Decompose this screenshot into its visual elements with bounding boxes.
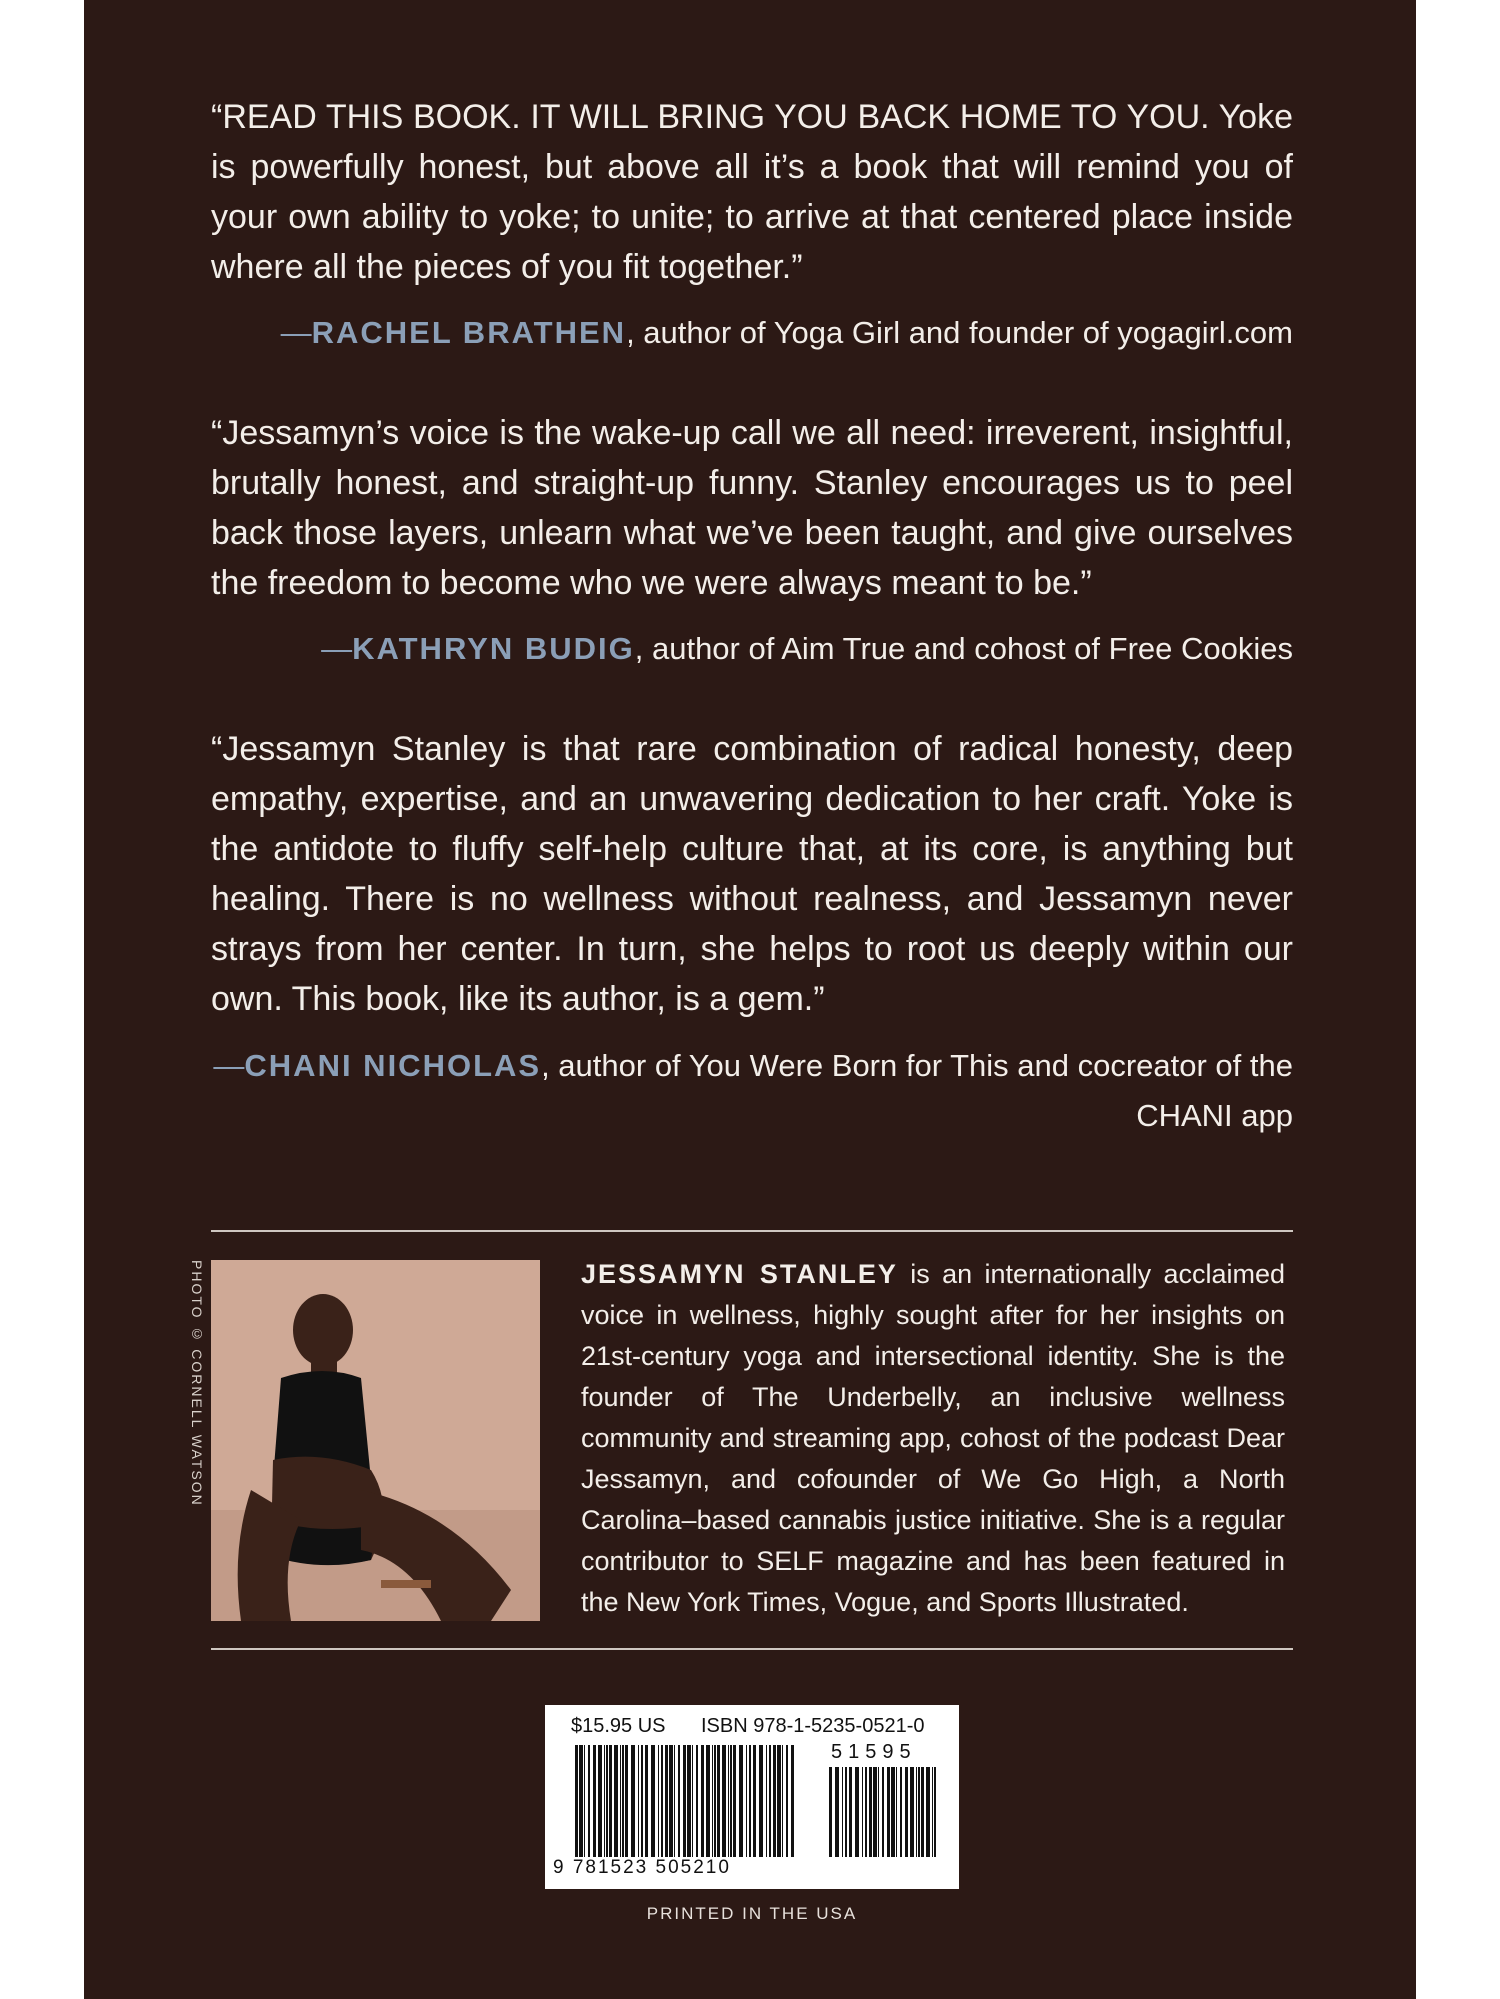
barcode-bar — [645, 1745, 648, 1857]
barcode-bar — [777, 1745, 781, 1857]
barcode-bar — [714, 1745, 716, 1857]
attribution-role: , author of Yoga Girl and founder of yogagirl.com — [626, 315, 1293, 350]
barcode-main-icon — [575, 1745, 797, 1857]
barcode-bar — [620, 1745, 621, 1857]
printed-in-label: PRINTED IN THE USA — [646, 1904, 858, 1923]
barcode-bar — [625, 1745, 628, 1857]
barcode-bar — [855, 1767, 859, 1857]
barcode-box — [545, 1705, 959, 1889]
barcode-bar — [730, 1745, 732, 1857]
barcode-bar — [641, 1745, 643, 1857]
barcode-bar — [862, 1767, 863, 1857]
barcode-bar — [869, 1767, 872, 1857]
attribution-name: CHANI NICHOLAS — [244, 1048, 542, 1083]
barcode-bar — [706, 1745, 710, 1857]
barcode-bar — [651, 1745, 655, 1857]
barcode-bar — [749, 1745, 751, 1857]
barcode-bar — [791, 1745, 794, 1857]
barcode-bar — [579, 1745, 583, 1857]
barcode-bar — [717, 1745, 720, 1857]
attribution-dash: — — [213, 1048, 245, 1083]
barcode-bar — [769, 1745, 771, 1857]
barcode-bar — [712, 1745, 713, 1857]
barcode-bar — [606, 1745, 608, 1857]
barcode-bar — [728, 1745, 729, 1857]
barcode-bar — [638, 1745, 639, 1857]
barcode-bar — [614, 1745, 618, 1857]
barcode-bar — [665, 1745, 668, 1857]
author-bio-name: JESSAMYN STANLEY — [581, 1259, 898, 1289]
barcode-bar — [896, 1767, 897, 1857]
barcode-ean-number: 9 781523 505210 — [553, 1857, 731, 1878]
barcode-bar — [739, 1745, 743, 1857]
divider-bottom — [211, 1648, 1293, 1650]
barcode-bar — [733, 1745, 736, 1857]
barcode-bar — [766, 1745, 767, 1857]
barcode-bar — [865, 1767, 867, 1857]
barcode-bar — [658, 1745, 659, 1857]
quote-3-attribution — [211, 1041, 1293, 1141]
barcode-bar — [669, 1745, 673, 1857]
barcode-bar — [905, 1767, 908, 1857]
attribution-role: , author of Aim True and cohost of Free Cookies — [634, 631, 1293, 666]
quote-2-attribution — [211, 624, 1293, 674]
barcode-bar — [887, 1767, 890, 1857]
barcode-bar — [900, 1767, 902, 1857]
attribution-name: RACHEL BRATHEN — [311, 315, 627, 350]
quote-1-attribution — [211, 308, 1293, 358]
barcode-bar — [934, 1767, 936, 1857]
barcode-bar — [593, 1745, 596, 1857]
barcode-bar — [678, 1745, 680, 1857]
barcode-bar — [918, 1767, 920, 1857]
barcode-addon-number: 51595 — [831, 1741, 917, 1763]
barcode-bar — [674, 1745, 675, 1857]
barcode-bar — [882, 1767, 884, 1857]
quote-3-text: “Jessamyn Stanley is that rare combination of radical honesty, deep empathy, expertise, and an unwavering dedication to her craft. Yoke is the antidote to fluffy self-help culture that, at its core, is anything but healing. There is no wellness without realness, and Jessamyn never strays from her center. In turn, she helps to root us deeply within our own. This book, like its author, is a gem.” — [211, 730, 1293, 1018]
barcode-bar — [849, 1767, 852, 1857]
barcode-bar — [786, 1745, 788, 1857]
barcode-bar — [773, 1745, 776, 1857]
barcode-bar — [891, 1767, 895, 1857]
attribution-dash: — — [280, 315, 312, 350]
barcode-bar — [604, 1745, 605, 1857]
barcode-bar — [926, 1767, 930, 1857]
barcode-bar — [753, 1745, 756, 1857]
barcode-bar — [622, 1745, 624, 1857]
price-label: $15.95 US — [571, 1715, 666, 1737]
author-photo-illustration — [211, 1260, 540, 1621]
barcode-bar — [829, 1767, 832, 1857]
barcode-bar — [921, 1767, 924, 1857]
attribution-name: KATHRYN BUDIG — [352, 631, 635, 666]
barcode-bar — [631, 1745, 635, 1857]
barcode-bar — [701, 1745, 704, 1857]
author-bio — [581, 1254, 1285, 1623]
barcode-bar — [873, 1767, 877, 1857]
author-bio-text: is an internationally acclaimed voice in wellness, highly sought after for her insights on 21st-century yoga and intersectional identity. She is the founder of The Underbelly, an inclusive wellness community and streaming app, cohost of the podcast Dear Jessamyn, and cofounder of We Go High, a North Carolina–based cannabis justice initiative. She is a regular contributor to SELF magazine and has been featured in the New York Times, Vogue, and Sports Illustrated. — [581, 1259, 1285, 1617]
barcode-bar — [598, 1745, 602, 1857]
quote-2-text: “Jessamyn’s voice is the wake-up call we all need: irreverent, insightful, brutally honest, and straight-up funny. Stanley encourages us to peel back those layers, unlearn what we’ve been taught, and give ourselves the freedom to become who we were always meant to be.” — [211, 414, 1293, 602]
barcode-bar — [910, 1767, 914, 1857]
barcode-bar — [722, 1745, 726, 1857]
barcode-bar — [609, 1745, 612, 1857]
barcode-bar — [584, 1745, 585, 1857]
barcode-bar — [759, 1745, 763, 1857]
barcode-bar — [588, 1745, 590, 1857]
barcode-bar — [575, 1745, 578, 1857]
photo-credit: PHOTO © CORNELL WATSON — [189, 1260, 205, 1507]
barcode-bar — [746, 1745, 747, 1857]
barcode-bar — [916, 1767, 917, 1857]
attribution-dash: — — [321, 631, 353, 666]
attribution-role: , author of You Were Born for This and cocreator of the CHANI app — [541, 1048, 1293, 1133]
barcode-bar — [782, 1745, 783, 1857]
barcode-bar — [878, 1767, 879, 1857]
barcode-bar — [692, 1745, 693, 1857]
author-photo — [211, 1260, 540, 1621]
isbn-label: ISBN 978-1-5235-0521-0 — [701, 1715, 925, 1737]
divider-top — [211, 1230, 1293, 1232]
barcode-bar — [661, 1745, 663, 1857]
barcode-bar — [835, 1767, 839, 1857]
barcode-bar — [683, 1745, 686, 1857]
barcode-bar — [842, 1767, 843, 1857]
barcode-bar — [696, 1745, 698, 1857]
barcode-bar — [845, 1767, 847, 1857]
barcode-bar — [932, 1767, 933, 1857]
quote-1-text: “READ THIS BOOK. IT WILL BRING YOU BACK HOME TO YOU. Yoke is powerfully honest, but above all it’s a book that will remind you of your own ability to yoke; to unite; to arrive at that centered place inside where all the pieces of you fit together.” — [211, 98, 1293, 286]
barcode-bar — [687, 1745, 691, 1857]
barcode-addon-icon — [829, 1767, 937, 1857]
